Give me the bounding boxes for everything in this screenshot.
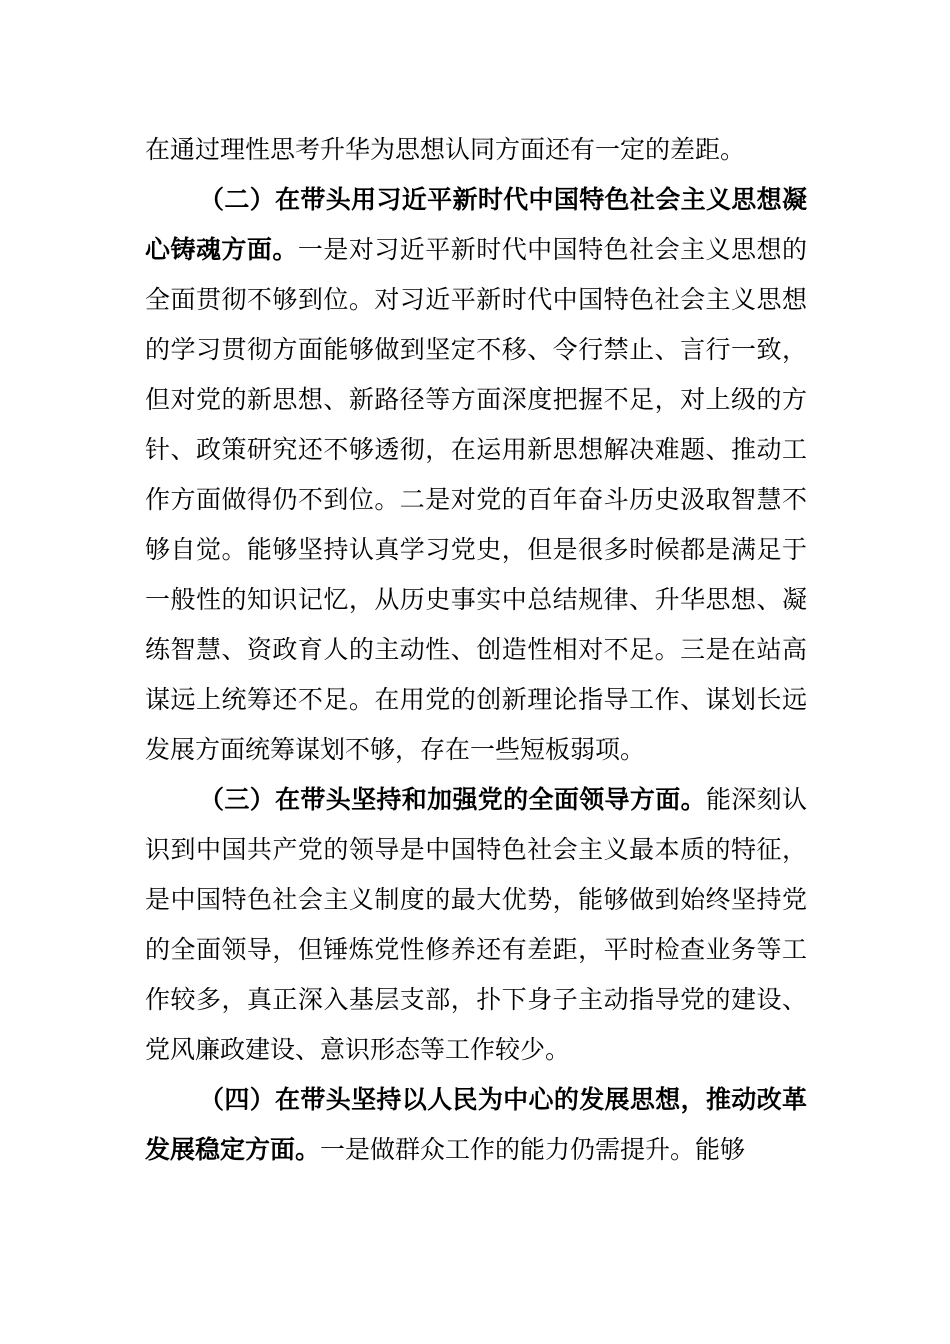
section-heading: （二）在带头用习近平新时代中国特色社会主义思想凝心铸魂方面。 [145, 185, 807, 264]
paragraph-section-2 [145, 175, 807, 775]
paragraph-text: 一是对习近平新时代中国特色社会主义思想的全面贯彻不够到位。对习近平新时代中国特色社会主义思想的学习贯彻方面能够做到坚定不移、令行禁止、言行一致，但对党的新思想、新路径等方面深度把握不足，对上级的方针、政策研究还不够透彻，在运用新思想解决难题、推动工作方面做得仍不到位。二是对党的百年奋斗历史汲取智慧不够自觉。能够坚持认真学习党史，但是很多时候都是满足于一般性的知识记忆，从历史事实中总结规律、升华思想、凝练智慧、资政育人的主动性、创造性相对不足。三是在站高谋远上统筹还不足。在用党的创新理论指导工作、谋划长远发展方面统筹谋划不够，存在一些短板弱项。 [145, 235, 807, 764]
paragraph-text: 一是做群众工作的能力仍需提升。能够 [320, 1135, 746, 1164]
paragraph-continuation [145, 125, 807, 175]
document-body [145, 125, 807, 1175]
paragraph-text: 在通过理性思考升华为思想认同方面还有一定的差距。 [145, 135, 746, 164]
paragraph-section-3 [145, 775, 807, 1075]
section-heading: （三）在带头坚持和加强党的全面领导方面。 [199, 785, 706, 814]
paragraph-text: 能深刻认识到中国共产党的领导是中国特色社会主义最本质的特征，是中国特色社会主义制度的最大优势，能够做到始终坚持党的全面领导，但锤炼党性修养还有差距，平时检查业务等工作较多，真正深入基层支部，扑下身子主动指导党的建设、党风廉政建设、意识形态等工作较少。 [145, 785, 807, 1064]
section-heading: （四）在带头坚持以人民为中心的发展思想，推动改革发展稳定方面。 [145, 1085, 807, 1164]
paragraph-section-4 [145, 1075, 807, 1175]
